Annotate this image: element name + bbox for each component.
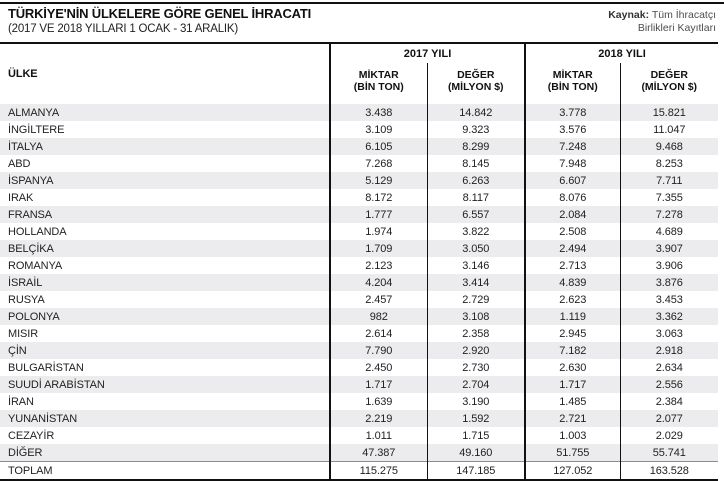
value-cell: 2.084 — [525, 206, 620, 223]
value-cell: 14.842 — [427, 104, 525, 121]
source-note — [608, 6, 724, 35]
value-cell: 3.907 — [620, 240, 718, 257]
value-cell: 8.076 — [525, 189, 620, 206]
value-cell: 11.047 — [620, 121, 718, 138]
value-cell: 3.063 — [620, 325, 718, 342]
value-cell: 6.263 — [427, 172, 525, 189]
value-cell: 51.755 — [525, 444, 620, 462]
value-cell: 147.185 — [427, 462, 525, 481]
country-column-header: ÜLKE — [8, 68, 38, 80]
value-cell: 7.182 — [525, 342, 620, 359]
table-row — [0, 189, 718, 206]
value-cell: 7.248 — [525, 138, 620, 155]
value-cell: 8.145 — [427, 155, 525, 172]
value-cell: 2.634 — [620, 359, 718, 376]
value-cell: 7.268 — [330, 155, 427, 172]
value-cell: 4.839 — [525, 274, 620, 291]
table-row — [0, 342, 718, 359]
subheader-line1: DEĞER — [650, 68, 688, 81]
value-cell: 1.717 — [330, 376, 427, 393]
value-cell: 2.494 — [525, 240, 620, 257]
table-row — [0, 138, 718, 155]
table-row — [0, 359, 718, 376]
value-cell: 1.485 — [525, 393, 620, 410]
table-row — [0, 206, 718, 223]
value-cell: 3.576 — [525, 121, 620, 138]
value-cell: 3.362 — [620, 308, 718, 325]
country-cell: BULGARİSTAN — [8, 361, 84, 374]
value-cell: 55.741 — [620, 444, 718, 462]
country-cell: MISIR — [8, 327, 39, 340]
value-cell: 3.453 — [620, 291, 718, 308]
value-cell: 3.822 — [427, 223, 525, 240]
country-cell: IRAK — [8, 191, 34, 204]
table-row — [0, 291, 718, 308]
table-row — [0, 172, 718, 189]
table-row — [0, 223, 718, 240]
page-title: TÜRKİYE'NİN ÜLKELERE GÖRE GENEL İHRACATI — [8, 6, 312, 21]
title-block — [0, 6, 311, 36]
value-cell: 1.777 — [330, 206, 427, 223]
value-cell: 2.384 — [620, 393, 718, 410]
exports-table — [0, 42, 718, 481]
value-cell: 6.105 — [330, 138, 427, 155]
top-rule — [0, 2, 724, 4]
table-row — [0, 444, 718, 462]
table-row — [0, 393, 718, 410]
value-cell: 1.119 — [525, 308, 620, 325]
value-cell: 4.204 — [330, 274, 427, 291]
country-cell: ÇİN — [8, 344, 27, 357]
table-row — [0, 274, 718, 291]
country-cell: CEZAYİR — [8, 429, 55, 442]
country-cell: SUUDİ ARABİSTAN — [8, 378, 105, 391]
table-row — [0, 462, 718, 481]
value-cell: 2.630 — [525, 359, 620, 376]
value-cell: 3.109 — [330, 121, 427, 138]
value-cell: 49.160 — [427, 444, 525, 462]
country-cell: ALMANYA — [8, 106, 60, 119]
value-cell: 2.450 — [330, 359, 427, 376]
value-cell: 982 — [330, 308, 427, 325]
subheader-line2: (BİN TON) — [547, 80, 598, 93]
table-row — [0, 121, 718, 138]
value-cell: 2.623 — [525, 291, 620, 308]
value-cell: 2.358 — [427, 325, 525, 342]
table-row — [0, 155, 718, 172]
value-cell: 8.253 — [620, 155, 718, 172]
value-cell: 2.713 — [525, 257, 620, 274]
value-cell: 2.918 — [620, 342, 718, 359]
table-row — [0, 308, 718, 325]
value-cell: 7.278 — [620, 206, 718, 223]
table-row — [0, 376, 718, 393]
country-cell: BELÇİKA — [8, 242, 54, 255]
country-cell: HOLLANDA — [8, 225, 67, 238]
value-cell: 3.146 — [427, 257, 525, 274]
value-cell: 2.123 — [330, 257, 427, 274]
value-cell: 9.323 — [427, 121, 525, 138]
table-row — [0, 240, 718, 257]
value-cell: 2.945 — [525, 325, 620, 342]
value-cell: 9.468 — [620, 138, 718, 155]
table-row — [0, 427, 718, 444]
value-cell: 2.730 — [427, 359, 525, 376]
subheader-line1: MİKTAR — [358, 68, 399, 81]
country-cell: İNGİLTERE — [8, 123, 65, 136]
table-row — [0, 410, 718, 427]
country-cell: İSRAİL — [8, 276, 43, 289]
value-cell: 8.172 — [330, 189, 427, 206]
value-cell: 3.778 — [525, 104, 620, 121]
country-cell: İTALYA — [8, 140, 43, 153]
country-cell: FRANSA — [8, 208, 53, 221]
value-cell: 3.906 — [620, 257, 718, 274]
subheader-line1: MİKTAR — [552, 68, 593, 81]
country-cell: İSPANYA — [8, 174, 54, 187]
value-cell: 2.508 — [525, 223, 620, 240]
value-cell: 5.129 — [330, 172, 427, 189]
value-cell: 2.219 — [330, 410, 427, 427]
source-text-line2: Birlikleri Kayıtları — [637, 22, 716, 34]
value-cell: 2.556 — [620, 376, 718, 393]
value-cell: 115.275 — [330, 462, 427, 481]
subheader-line1: DEĞER — [457, 68, 495, 81]
value-cell: 6.607 — [525, 172, 620, 189]
country-cell: ROMANYA — [8, 259, 63, 272]
page-subtitle: (2017 VE 2018 YILLARI 1 OCAK - 31 ARALIK) — [8, 23, 239, 35]
year-2018-header: 2018 YILI — [525, 43, 718, 63]
value-cell: 127.052 — [525, 462, 620, 481]
page-header — [0, 6, 724, 40]
value-cell: 2.457 — [330, 291, 427, 308]
value-cell: 8.117 — [427, 189, 525, 206]
value-cell: 2.029 — [620, 427, 718, 444]
table-row — [0, 257, 718, 274]
table-row — [0, 104, 718, 121]
year-header-row — [0, 43, 718, 63]
value-cell: 3.438 — [330, 104, 427, 121]
country-cell: YUNANİSTAN — [8, 412, 78, 425]
col-header-2018-miktar — [525, 63, 620, 104]
value-cell: 7.948 — [525, 155, 620, 172]
country-cell: POLONYA — [8, 310, 60, 323]
value-cell: 15.821 — [620, 104, 718, 121]
value-cell: 1.709 — [330, 240, 427, 257]
value-cell: 7.355 — [620, 189, 718, 206]
subheader-line2: (MİLYON $) — [641, 80, 698, 93]
country-cell: RUSYA — [8, 293, 45, 306]
value-cell: 3.108 — [427, 308, 525, 325]
value-cell: 2.920 — [427, 342, 525, 359]
value-cell: 2.614 — [330, 325, 427, 342]
value-cell: 3.414 — [427, 274, 525, 291]
table-body — [0, 104, 718, 480]
value-cell: 163.528 — [620, 462, 718, 481]
value-cell: 3.190 — [427, 393, 525, 410]
value-cell: 4.689 — [620, 223, 718, 240]
table-header — [0, 43, 718, 104]
value-cell: 7.790 — [330, 342, 427, 359]
value-cell: 8.299 — [427, 138, 525, 155]
col-header-2017-deger — [427, 63, 525, 104]
value-cell: 3.876 — [620, 274, 718, 291]
value-cell: 2.721 — [525, 410, 620, 427]
subheader-line2: (BİN TON) — [353, 80, 404, 93]
value-cell: 1.639 — [330, 393, 427, 410]
value-cell: 3.050 — [427, 240, 525, 257]
source-text-line1: Tüm İhracatçı — [651, 9, 716, 21]
country-cell: İRAN — [8, 395, 34, 408]
source-label: Kaynak: — [608, 9, 650, 21]
value-cell: 1.592 — [427, 410, 525, 427]
value-cell: 7.711 — [620, 172, 718, 189]
value-cell: 6.557 — [427, 206, 525, 223]
value-cell: 2.704 — [427, 376, 525, 393]
value-cell: 2.077 — [620, 410, 718, 427]
value-cell: 1.717 — [525, 376, 620, 393]
col-header-2018-deger — [620, 63, 718, 104]
subheader-line2: (MİLYON $) — [447, 80, 504, 93]
country-cell: TOPLAM — [0, 462, 330, 481]
value-cell: 2.729 — [427, 291, 525, 308]
table-row — [0, 325, 718, 342]
value-cell: 1.715 — [427, 427, 525, 444]
value-cell: 47.387 — [330, 444, 427, 462]
year-2017-header: 2017 YILI — [330, 43, 525, 63]
col-header-2017-miktar — [330, 63, 427, 104]
country-cell: ABD — [8, 157, 31, 170]
value-cell: 1.974 — [330, 223, 427, 240]
country-cell: DİĞER — [8, 446, 43, 459]
value-cell: 1.011 — [330, 427, 427, 444]
value-cell: 1.003 — [525, 427, 620, 444]
